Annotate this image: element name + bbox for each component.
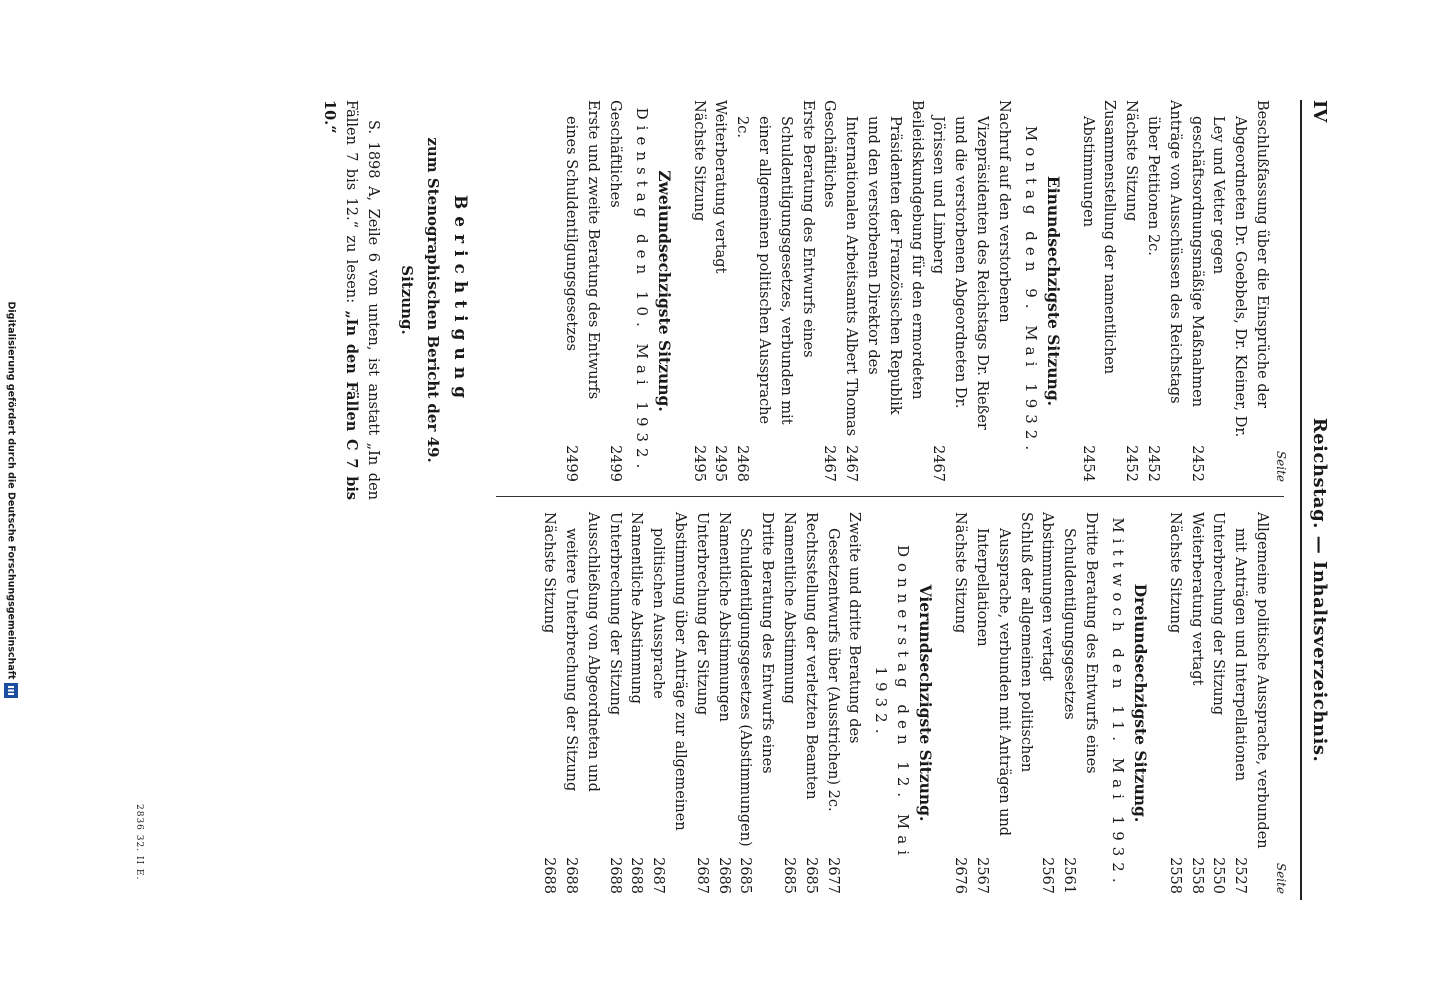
toc-entry: Rechtsstellung der verletzten Beamten 2685 bbox=[802, 512, 819, 894]
toc-entry: Schluß der allgemeinen politischen Aussprache, verbunden mit Anträgen und Interpellationen 2567 bbox=[974, 512, 1034, 894]
toc-right-column bbox=[537, 512, 1290, 894]
session-date: Donnerstag den 12. Mai 1932. bbox=[872, 544, 913, 862]
toc-entry: Zweite und dritte Beratung des Gesetzentwurfs über (Ausstrichen) 2c. 2677 bbox=[824, 512, 863, 894]
session-title: Dreiundsechzigste Sitzung. bbox=[1131, 583, 1151, 823]
toc-entry: Weiterberatung vertagt 2495 bbox=[712, 100, 729, 482]
toc-entry: Nächste Sitzung 2676 bbox=[952, 512, 969, 894]
toc-entry: Allgemeine politische Aussprache, verbunden mit Anträgen und Interpellationen 2527 bbox=[1232, 512, 1270, 894]
correction-note bbox=[318, 100, 474, 500]
toc-entry: Namentliche Abstimmungen 2686 bbox=[715, 512, 732, 894]
session-title: Zweiundsechzigste Sitzung. bbox=[654, 170, 674, 412]
toc-entry: Erste und zweite Beratung des Entwurfs eines Schuldentilgungsgesetzes 2499 bbox=[563, 100, 602, 482]
toc-entry: Weiterberatung vertagt 2558 bbox=[1188, 512, 1205, 894]
session-date: Mittwoch den 11. Mai 1932. bbox=[1109, 517, 1128, 889]
toc-entry: Nächste Sitzung 2452 bbox=[1123, 100, 1140, 482]
correction-title: Berichtigung bbox=[450, 194, 470, 406]
session-date: Montag den 9. Mai 1932. bbox=[1021, 125, 1040, 457]
toc-entry: Geschäftliches 2467 bbox=[821, 100, 838, 482]
dfg-logo-icon bbox=[4, 683, 18, 698]
toc-entry: Nächste Sitzung 2558 bbox=[1166, 512, 1183, 894]
session-date: Dienstag den 10. Mai 1932. bbox=[632, 107, 651, 475]
session-title: Vierundsechzigste Sitzung. bbox=[916, 584, 936, 822]
seite-label: Seite bbox=[1274, 862, 1288, 894]
toc-entry: Nachruf auf den verstorbenen Vizepräsidenten des Reichstags Dr. Rießer und die verstorbenen Abgeordneten Dr. Jörissen und Limberg 2467 bbox=[930, 100, 1012, 482]
toc-entry: Ausschließung von Abgeordneten und weitere Unterbrechung der Sitzung 2688 bbox=[563, 512, 601, 894]
toc-entry: Unterbrechung der Sitzung 2688 bbox=[606, 512, 623, 894]
toc-entry: Beschlußfassung über die Einsprüche der Abgeordneten Dr. Goebbels, Dr. Kleiner, Dr. Ley und Vetter gegen geschäftsordnungsmäßige Maßnahmen 2452 bbox=[1188, 100, 1270, 482]
toc-entry: Dritte Beratung des Entwurfs eines Schuldentilgungsgesetzes 2561 bbox=[1061, 512, 1100, 894]
toc-entry: Anträge von Ausschüssen des Reichstags über Petitionen 2c. 2452 bbox=[1145, 100, 1183, 482]
toc-entry: Namentliche Abstimmung 2688 bbox=[628, 512, 645, 894]
toc-entry: Nächste Sitzung 2688 bbox=[541, 512, 558, 894]
toc-entry: Beileidskundgebung für den ermordeten Präsidenten der Französischen Republik und den verstorbenen Direktor des Internationalen Arbeitsamts Albert Thomas 2467 bbox=[843, 100, 925, 482]
page-number: IV bbox=[1309, 100, 1330, 123]
toc-entry: Abstimmung über Anträge zur allgemeinen politischen Aussprache 2687 bbox=[650, 512, 689, 894]
toc-entry: Geschäftliches 2499 bbox=[606, 100, 623, 482]
toc-entry: Unterbrechung der Sitzung 2687 bbox=[693, 512, 710, 894]
toc-entry: Nächste Sitzung 2495 bbox=[690, 100, 707, 482]
toc-entry: Dritte Beratung des Entwurfs eines Schuldentilgungsgesetzes (Abstimmungen) 2685 bbox=[737, 512, 776, 894]
toc-entry: Abstimmungen vertagt 2567 bbox=[1039, 512, 1056, 894]
header-rule bbox=[1300, 100, 1302, 900]
correction-subtitle: zum Stenographischen Bericht der 49. Sitzung. bbox=[398, 137, 442, 463]
column-divider bbox=[496, 496, 1284, 497]
toc-entry: Erste Beratung des Entwurfs eines Schuldentilgungsgesetzes, verbunden mit einer allgemeinen politischen Aussprache 2c. 2468 bbox=[734, 100, 816, 482]
toc-entry: Namentliche Abstimmung 2685 bbox=[781, 512, 798, 894]
correction-body: S. 1898 A, Zeile 6 von unten, ist anstatt „In den Fällen 7 bis 12.“ zu lesen: „In den Fällen C 7 bis 10.“ bbox=[321, 100, 381, 500]
toc-entry: Zusammenstellung der namentlichen Abstimmungen 2454 bbox=[1079, 100, 1118, 482]
session-title: Einundsechzigste Sitzung. bbox=[1043, 175, 1063, 407]
seite-label: Seite bbox=[1274, 450, 1288, 482]
print-code: 2836 32. II E. bbox=[134, 804, 144, 881]
footer-credit: Digitalisierung gefördert durch die Deutsche Forschungsgemeinschaft bbox=[4, 0, 18, 1000]
toc-entry: Unterbrechung der Sitzung 2550 bbox=[1210, 512, 1227, 894]
correction-replacement: „In den Fällen C 7 bis 10.“ bbox=[321, 100, 360, 500]
running-title: Reichstag. — Inhaltsverzeichnis. bbox=[1309, 417, 1330, 763]
toc-left-column bbox=[559, 100, 1290, 482]
